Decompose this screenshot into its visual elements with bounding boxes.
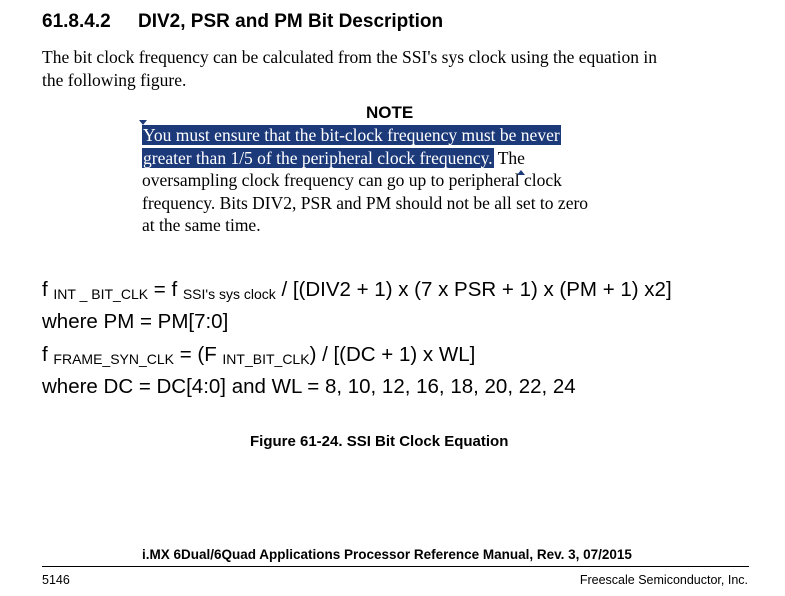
eq3-equals-f: = (F: [174, 343, 223, 366]
equation-dc-wl-definition: where DC = DC[4:0] and WL = 8, 10, 12, 16, 18, 20, 22, 24: [42, 375, 576, 398]
equation-bit-clock: [42, 275, 672, 306]
eq1-formula: / [(DIV2 + 1) x (7 x PSR + 1) x (PM + 1) x2]: [275, 278, 672, 301]
eq1-f: f: [42, 278, 54, 301]
note-title: NOTE: [366, 103, 414, 122]
eq1-subscript-sys-clock: SSI's sys clock: [182, 286, 276, 302]
footer-manual-title: i.MX 6Dual/6Quad Applications Processor Reference Manual, Rev. 3, 07/2015: [142, 547, 632, 562]
eq3-subscript-int-bit-clk: INT_BIT_CLK: [222, 351, 310, 367]
note-line-2-rest: The: [493, 147, 525, 168]
selection-end-handle[interactable]: [517, 170, 525, 175]
note-line-4: frequency. Bits DIV2, PSR and PM should not be all set to zero: [142, 192, 589, 213]
figure-caption: Figure 61-24. SSI Bit Clock Equation: [250, 433, 509, 450]
eq1-subscript-int-bit-clk: INT _ BIT_CLK: [53, 286, 149, 302]
eq3-formula: ) / [(DC + 1) x WL]: [309, 343, 476, 366]
footer-company: Freescale Semiconductor, Inc.: [579, 573, 748, 587]
section-title: DIV2, PSR and PM Bit Description: [138, 11, 444, 32]
selected-text-line-2[interactable]: greater than 1/5 of the peripheral clock frequency.: [143, 147, 493, 168]
note-line-3: oversampling clock frequency can go up to peripheral clock: [142, 170, 562, 190]
page-number: 5146: [42, 573, 70, 587]
section-heading: [42, 8, 443, 36]
intro-line-1: The bit clock frequency can be calculated from the SSI's sys clock using the equation in: [42, 47, 657, 67]
section-number: 61.8.4.2: [42, 11, 111, 32]
equation-frame-sync-clock: [42, 340, 475, 371]
intro-paragraph: [42, 46, 657, 92]
footer-divider: [42, 566, 749, 567]
eq3-f: f: [42, 343, 54, 366]
note-body: [142, 124, 662, 237]
note-line-5: at the same time.: [142, 215, 261, 235]
intro-line-2: the following figure.: [42, 70, 187, 90]
eq3-subscript-frame-syn-clk: FRAME_SYN_CLK: [53, 351, 174, 367]
selected-text-line-1[interactable]: You must ensure that the bit-clock frequency must be never: [143, 125, 560, 145]
equation-pm-definition: where PM = PM[7:0]: [42, 310, 229, 333]
eq1-equals-f: = f: [148, 278, 183, 301]
